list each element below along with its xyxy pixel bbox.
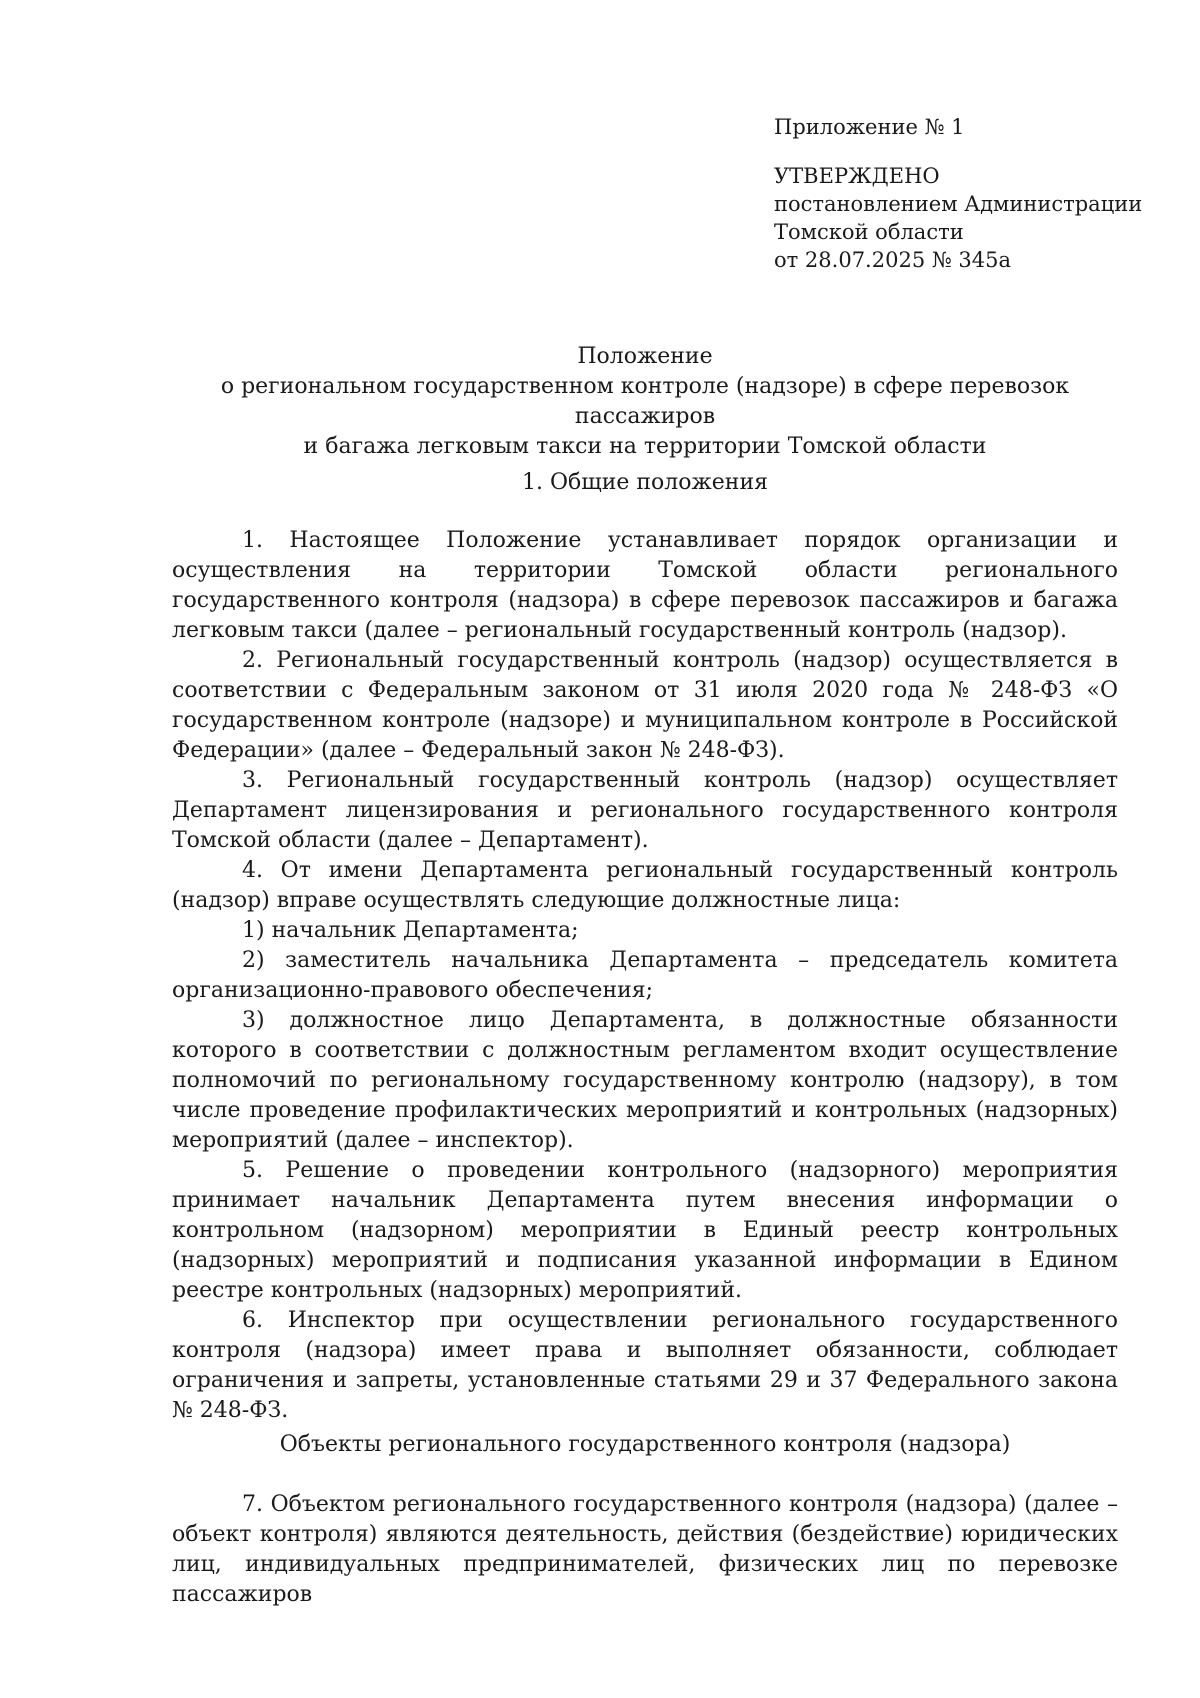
approved-by-line: постановлением Администрации bbox=[774, 192, 1143, 216]
title-line-3: и багажа легковым такси на территории Томской области bbox=[303, 434, 987, 459]
title-line-1: Положение bbox=[577, 344, 713, 369]
document-title bbox=[172, 342, 1118, 462]
section-1-heading: 1. Общие положения bbox=[522, 470, 768, 495]
paragraph: 1) начальник Департамента; bbox=[242, 918, 579, 943]
approved-label: УТВЕРЖДЕНО bbox=[774, 164, 940, 188]
paragraph: 2) заместитель начальника Департамента – председатель комитета организационно-правового обеспечения; bbox=[172, 948, 1118, 1003]
section-2-heading: Объекты регионального государственного контроля (надзора) bbox=[279, 1432, 1011, 1457]
section-1-body bbox=[172, 526, 1118, 1426]
paragraph: 3) должностное лицо Департамента, в должностные обязанности которого в соответствии с должностным регламентом входит осуществление полномочий по региональному государственному контролю (надзору), в том числе проведение профилактических мероприятий и контрольных (надзорных) мероприятий (далее – инспектор). bbox=[172, 1008, 1118, 1153]
paragraph: 6. Инспектор при осуществлении регионального государственного контроля (надзора) имеет права и выполняет обязанности, соблюдает ограничения и запреты, установленные статьями 29 и 37 Федерального закона № 248-ФЗ. bbox=[172, 1308, 1118, 1423]
approval-stamp-block bbox=[774, 113, 1174, 274]
paragraph: 2. Региональный государственный контроль (надзор) осуществляется в соответствии с Федеральным законом от 31 июля 2020 года № 248-ФЗ «О государственном контроле (надзоре) и муниципальном контроле в Российской Федерации» (далее – Федеральный закон № 248-ФЗ). bbox=[172, 648, 1118, 763]
title-line-2: о региональном государственном контроле (надзоре) в сфере перевозок пассажиров bbox=[220, 374, 1070, 429]
paragraph: 7. Объектом регионального государственного контроля (надзора) (далее – объект контроля) являются деятельность, действия (бездействие) юридических лиц, индивидуальных предпринимателей, физических лиц по перевозке пассажиров bbox=[172, 1492, 1118, 1607]
paragraph: 1. Настоящее Положение устанавливает порядок организации и осуществления на территории Томской области регионального государственного контроля (надзора) в сфере перевозок пассажиров и багажа легковым такси (далее – региональный государственный контроль (надзор). bbox=[172, 528, 1118, 643]
paragraph: 5. Решение о проведении контрольного (надзорного) мероприятия принимает начальник Департамента путем внесения информации о контрольном (надзорном) мероприятии в Единый реестр контрольных (надзорных) мероприятий и подписания указанной информации в Едином реестре контрольных (надзорных) мероприятий. bbox=[172, 1158, 1118, 1303]
paragraph: 3. Региональный государственный контроль (надзор) осуществляет Департамент лицензирования и регионального государственного контроля Томской области (далее – Департамент). bbox=[172, 768, 1118, 853]
approved-date-line: от 28.07.2025 № 345а bbox=[774, 248, 1011, 272]
paragraph: 4. От имени Департамента региональный государственный контроль (надзор) вправе осуществлять следующие должностные лица: bbox=[172, 858, 1118, 913]
annex-number: Приложение № 1 bbox=[774, 115, 965, 139]
approved-region-line: Томской области bbox=[774, 220, 964, 244]
section-2-body bbox=[172, 1490, 1118, 1610]
